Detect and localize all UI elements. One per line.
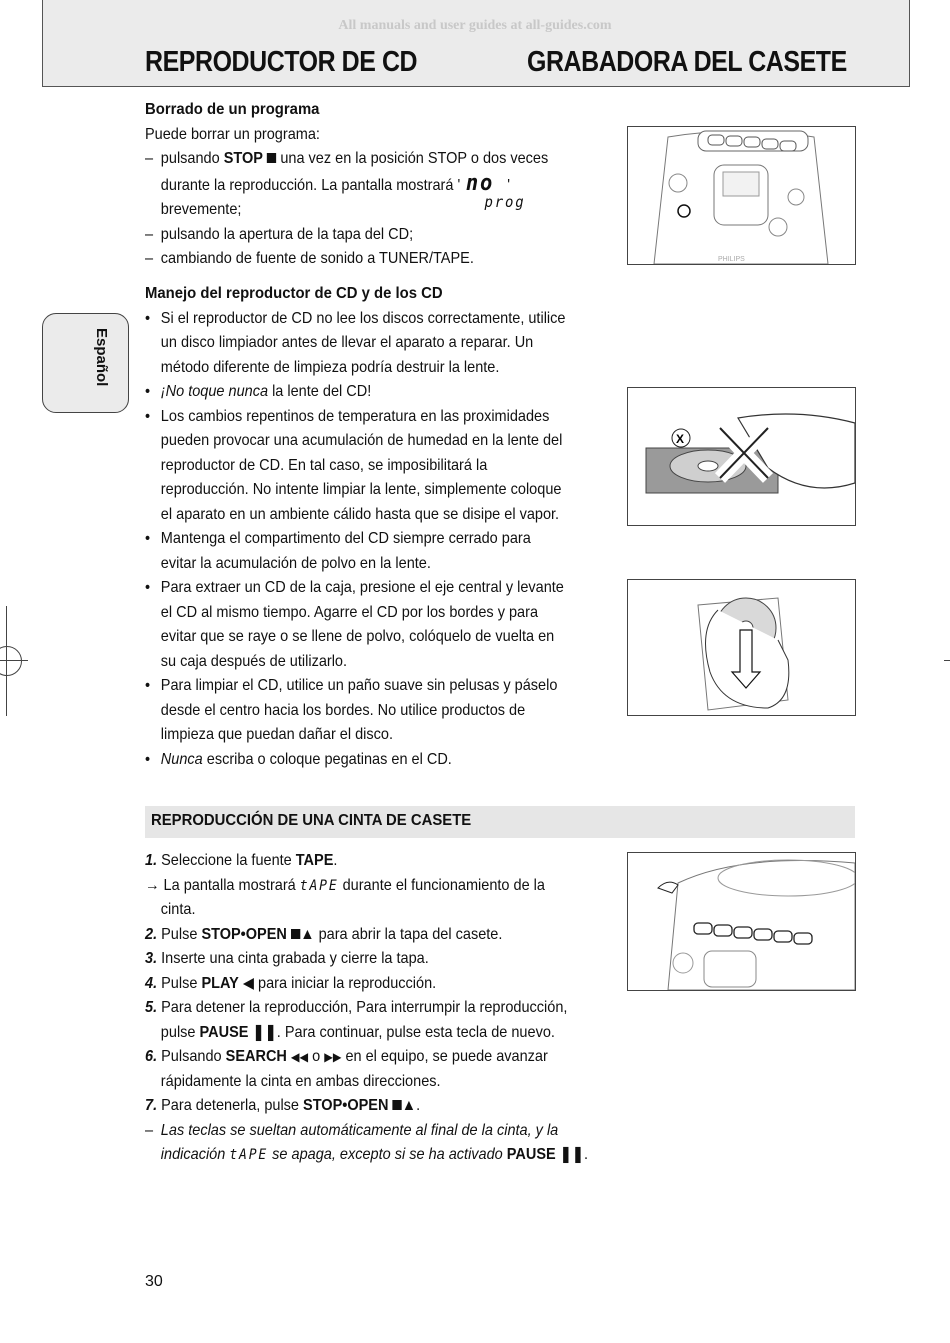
- display-prog: prog: [484, 193, 526, 211]
- figure-cassette-player: [627, 852, 856, 991]
- section-heading: REPRODUCCIÓN DE UNA CINTA DE CASETE: [151, 812, 472, 829]
- page-title-left: REPRODUCTOR DE CD: [145, 46, 418, 78]
- step: 5. Para detener la reproducción, Para interrumpir la reproducción,: [145, 999, 568, 1016]
- step: 4. Pulse PLAY ◀ para iniciar la reproducción.: [145, 974, 437, 992]
- list-item: • Para limpiar el CD, utilice un paño suave sin pelusas y páselo desde el centro hacia los bordes. No utilice productos de limpieza que puedan dañar el disco.: [145, 677, 558, 743]
- stop-symbol: [291, 929, 300, 939]
- crop-mark: [944, 660, 950, 661]
- step-cont: rápidamente la cinta en ambas direcciones.: [160, 1072, 441, 1090]
- eject-icon: ▲: [401, 1097, 417, 1114]
- cd-case-illustration: [628, 580, 855, 715]
- language-tab-label: Español: [93, 328, 110, 387]
- paragraph: Puede borrar un programa:: [145, 125, 320, 143]
- brand-logo: PHILIPS: [718, 256, 745, 263]
- display-tape: tAPE: [229, 1147, 269, 1163]
- section-heading: Manejo del reproductor de CD y de los CD: [145, 285, 443, 302]
- step: 2. Pulse STOP•OPEN ▲ para abrir la tapa del casete.: [145, 925, 503, 943]
- stop-symbol: [267, 153, 276, 163]
- watermark: All manuals and user guides at all-guides.com: [338, 18, 612, 33]
- figure-cd-player-controls: [627, 126, 856, 265]
- display-tape: tAPE: [299, 877, 339, 894]
- list-item: – pulsando STOP una vez en la posición STOP o dos veces: [145, 150, 549, 167]
- list-item: • Mantenga el compartimento del CD siempre cerrado para evitar la acumulación de polvo en la lente.: [145, 530, 531, 572]
- language-tab: [42, 313, 129, 413]
- pause-icon: ❚❚: [559, 1146, 585, 1163]
- borrado-section: [145, 98, 615, 272]
- boombox-illustration: [628, 127, 855, 264]
- fast-forward-icon: ▶▶: [324, 1050, 342, 1064]
- step: 1. Seleccione la fuente TAPE.: [145, 852, 338, 869]
- list-item: • ¡No toque nunca la lente del CD!: [145, 383, 372, 400]
- step-result: → La pantalla mostrará tAPE durante el funcionamiento de la: [145, 876, 545, 894]
- pause-icon: ❚❚: [252, 1023, 277, 1041]
- boombox-cassette-illustration: [628, 853, 855, 990]
- cassette-section-header: [145, 806, 855, 838]
- section-heading: Borrado de un programa: [145, 101, 320, 118]
- list-item: • Los cambios repentinos de temperatura en las proximidades pueden provocar una acumulación de humedad en la lente del reproductor de CD. En tal caso, se imposibilitará la reproducción. No intente limpiar la lente, simplemente coloque el aparato en un ambiente cálido hasta que se disipe el vapor.: [145, 407, 563, 523]
- display-no: no: [465, 170, 495, 196]
- manejo-section: [145, 282, 615, 772]
- note: – Las teclas se sueltan automáticamente al final de la cinta, y la indicación tAPE se apaga, excepto si se ha activado PAUSE ❚❚.: [145, 1121, 589, 1163]
- figure-do-not-touch-lens: [627, 387, 856, 526]
- play-icon: ◀: [242, 974, 255, 992]
- step-cont: pulse PAUSE ❚❚. Para continuar, pulse esta tecla de nuevo.: [160, 1023, 555, 1041]
- registration-circle: [0, 646, 22, 676]
- list-item: – cambiando de fuente de sonido a TUNER/TAPE.: [145, 250, 474, 267]
- prohibited-mark: X: [676, 432, 685, 446]
- list-item: • Nunca escriba o coloque pegatinas en el CD.: [145, 750, 452, 768]
- step: 7. Para detenerla, pulse STOP•OPEN ▲.: [145, 1097, 421, 1114]
- rewind-icon: ◀◀: [290, 1050, 309, 1064]
- step: 3. Inserte una cinta grabada y cierre la tapa.: [145, 950, 429, 967]
- list-item: • Si el reproductor de CD no lee los discos correctamente, utilice un disco limpiador antes de llevar el aparato a reparar. Un método diferente de limpieza podría destruir la lente.: [145, 309, 566, 376]
- list-item: brevemente; prog: [145, 198, 615, 223]
- figure-remove-cd: [627, 579, 856, 716]
- step-result-cont: cinta.: [160, 901, 196, 918]
- list-item: • Para extraer un CD de la caja, presione el eje central y levante el CD al mismo tiempo. Agarre el CD por los bordes y para evitar que se raye o se llene de polvo, colóquelo de vuelta en su caja después de utilizarlo.: [145, 579, 564, 670]
- stop-symbol: [392, 1100, 401, 1110]
- page-number: 30: [145, 1273, 163, 1290]
- page-title-right: GRABADORA DEL CASETE: [527, 46, 847, 78]
- step: 6. Pulsando SEARCH ◀◀ o ▶▶ en el equipo, se puede avanzar: [145, 1048, 548, 1065]
- list-item: – pulsando la apertura de la tapa del CD;: [145, 225, 414, 243]
- lens-warning-illustration: [628, 388, 855, 525]
- list-item: durante la reproducción. La pantalla mostrará ' no ': [160, 170, 510, 196]
- eject-icon: ▲: [300, 925, 315, 943]
- cassette-steps: [145, 849, 615, 1168]
